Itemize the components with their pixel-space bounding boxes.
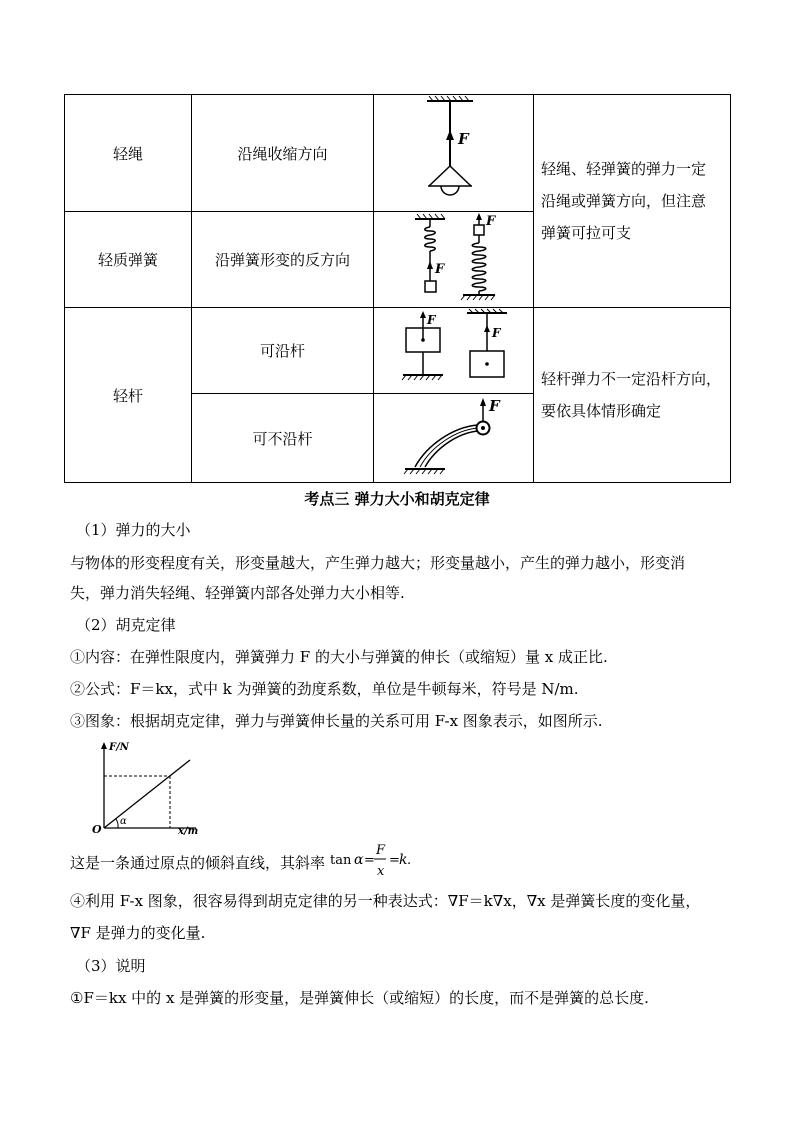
paragraph-line: ④利用 F-x 图象，很容易得到胡克定律的另一种表达式：∇F＝k∇x，∇x 是弹簧长度的变化量， — [70, 892, 701, 910]
slope-line — [70, 843, 730, 880]
table-cell-direction: 可沿杆 — [192, 308, 374, 394]
formula-tan: tan — [329, 853, 352, 868]
spring-figure — [374, 212, 534, 308]
paragraph-line: ③图象：根据胡克定律，弹力与弹簧伸长量的关系可用 F-x 图象表示，如图所示. — [70, 712, 603, 730]
graph-y-label: F/N — [109, 742, 129, 753]
paragraph-line: 与物体的形变程度有关，形变量越大，产生弹力越大；形变量越小，产生的弹力越小，形变消 — [70, 554, 686, 572]
slope-formula — [330, 840, 410, 880]
rod-along-figure — [374, 308, 534, 394]
hooke-law-graph — [92, 740, 212, 840]
paragraph-line: ①内容：在弹性限度内，弹簧弹力 F 的大小与弹簧的伸长（或缩短）量 x 成正比. — [70, 648, 608, 666]
paragraph-line: ∇F 是弹力的变化量. — [70, 924, 206, 942]
note-line: 轻杆弹力不一定沿杆方向， — [541, 370, 722, 388]
graph-x-label: x/m — [178, 826, 199, 837]
formula-period: . — [406, 853, 411, 868]
force-label: F — [488, 396, 500, 415]
formula-numerator: F — [375, 843, 385, 858]
table-cell-type: 轻绳 — [65, 95, 192, 212]
note-rod — [534, 308, 731, 483]
note-line: 沿绳或弹簧方向，但注意 — [541, 192, 707, 210]
table-row — [65, 95, 731, 212]
force-label: F — [426, 312, 436, 327]
bent-rod-figure — [374, 394, 534, 483]
table-cell-direction: 沿弹簧形变的反方向 — [192, 212, 374, 308]
force-label: F — [434, 261, 444, 277]
table-cell-direction: 可不沿杆 — [192, 394, 374, 483]
paragraph-line: ①F＝kx 中的 x 是弹簧的形变量，是弹簧伸长（或缩短）的长度，而不是弹簧的总长度. — [70, 989, 649, 1007]
force-label: F — [485, 213, 495, 229]
note-rope-spring — [534, 95, 731, 308]
force-label: F — [457, 129, 469, 148]
formula-alpha: α — [353, 852, 364, 868]
note-line: 弹簧可拉可支 — [541, 224, 632, 242]
formula-equals: = — [363, 853, 375, 868]
paragraph-line: ②公式：F＝kx，式中 k 为弹簧的劲度系数，单位是牛顿每米，符号是 N/m. — [70, 680, 579, 698]
section-title: 考点三 弹力大小和胡克定律 — [304, 490, 490, 508]
force-direction-table — [64, 94, 731, 483]
table-cell-type: 轻质弹簧 — [65, 212, 192, 308]
rope-lamp-figure — [374, 95, 534, 212]
subheading: （2）胡克定律 — [76, 616, 176, 634]
graph-origin-label: O — [92, 823, 102, 836]
formula-equals: = — [388, 853, 400, 868]
slope-text: 这是一条通过原点的倾斜直线，其斜率 — [70, 854, 326, 872]
force-label: F — [491, 325, 501, 340]
paragraph-line: 失，弹力消失轻绳、轻弹簧内部各处弹力大小相等. — [70, 584, 405, 602]
formula-k: k — [398, 852, 408, 868]
formula-denominator: x — [376, 864, 385, 879]
table-cell-type: 轻杆 — [65, 308, 192, 483]
table-cell-direction: 沿绳收缩方向 — [192, 95, 374, 212]
note-line: 轻绳、轻弹簧的弹力一定 — [541, 160, 707, 178]
table-row — [65, 308, 731, 394]
subheading: （3）说明 — [76, 957, 146, 975]
note-line: 要依具体情形确定 — [541, 402, 662, 420]
subheading: （1）弹力的大小 — [76, 521, 191, 539]
graph-angle-label: α — [120, 816, 127, 827]
